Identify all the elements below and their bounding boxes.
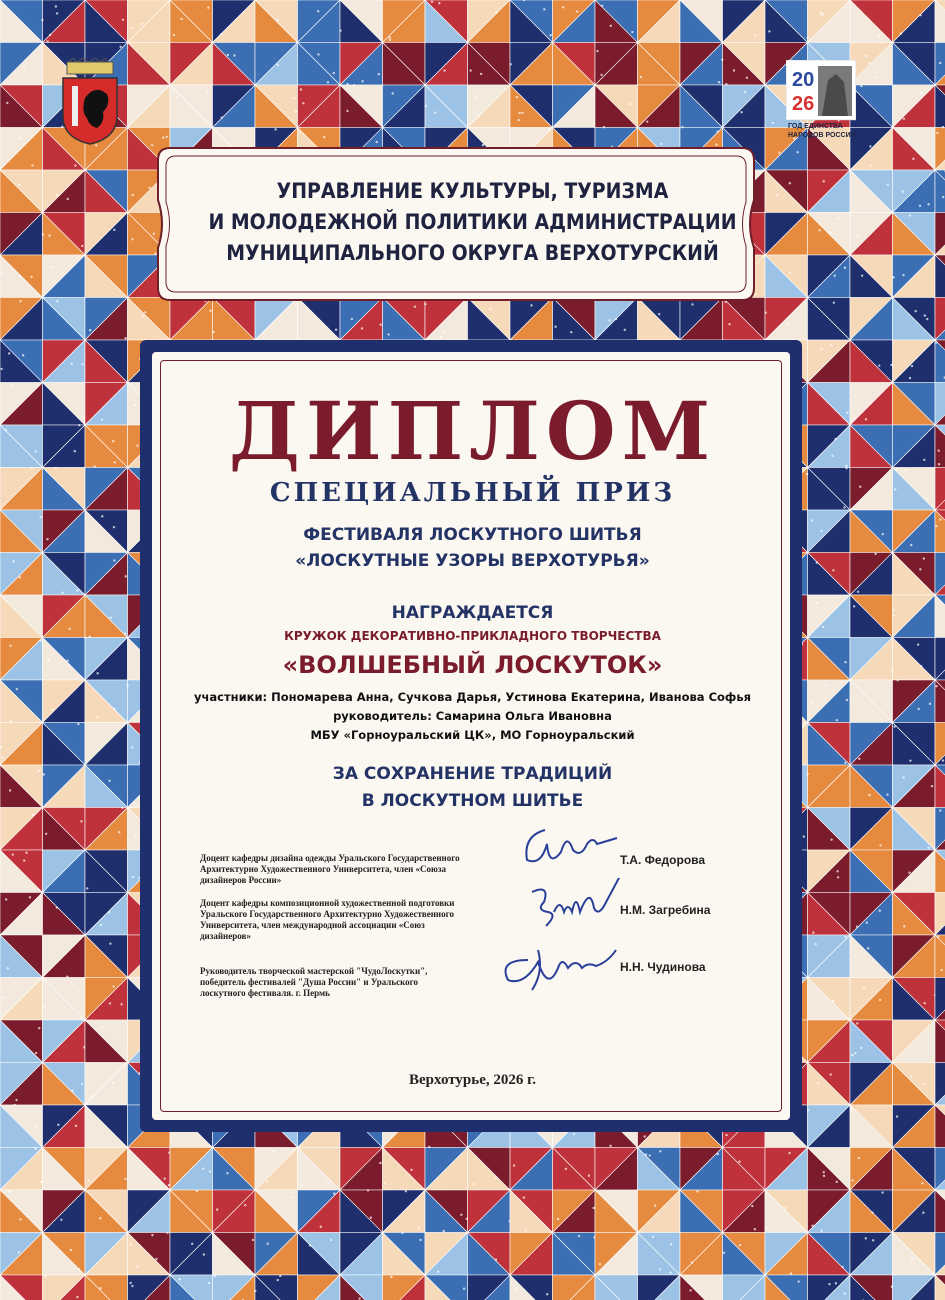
quilt-block (255, 0, 340, 85)
place-date: Верхотурье, 2026 г. (409, 1072, 536, 1088)
quilt-block (595, 1275, 680, 1300)
signatory-3-description: Руководитель творческой мастерской "ЧудоЛоскутки", победитель фестивалей "Душа России" и Уральского лоскутного фестиваля. г. Пермь (200, 966, 428, 998)
logo-caption-2: НАРОДОВ РОССИИ (788, 132, 856, 138)
quilt-block (935, 1105, 945, 1190)
quilt-block (850, 1105, 935, 1190)
header-line-2: И МОЛОДЕЖНОЙ ПОЛИТИКИ АДМИНИСТРАЦИИ (208, 210, 737, 234)
quilt-block (764, 1190, 850, 1275)
reason-line-1: ЗА СОХРАНЕНИЕ ТРАДИЦИЙ (332, 764, 613, 784)
quilt-block (425, 1190, 511, 1275)
coat-of-arms-emblem (55, 58, 125, 146)
quilt-block (85, 1275, 170, 1300)
quilt-block (935, 85, 945, 170)
year-of-unity-logo (786, 60, 856, 138)
quilt-block (935, 0, 945, 85)
quilt-block (595, 1190, 680, 1275)
quilt-block (425, 0, 510, 85)
reason-line-2: В ЛОСКУТНОМ ШИТЬЕ (361, 791, 584, 811)
quilt-block (0, 850, 85, 935)
header-line-1: УПРАВЛЕНИЕ КУЛЬТУРЫ, ТУРИЗМА (276, 179, 669, 203)
quilt-block (935, 1190, 945, 1275)
logo-caption-1: ГОД ЕДИНСТВА (788, 123, 843, 130)
quilt-block (850, 1020, 935, 1105)
awarded-label: НАГРАЖДАЕТСЯ (391, 603, 554, 623)
quilt-block (850, 85, 935, 170)
diploma-subtitle: СПЕЦИАЛЬНЫЙ ПРИЗ (269, 478, 676, 508)
quilt-block (0, 1190, 85, 1275)
signatory-1-description: Доцент кафедры дизайна одежды Уральского Государственного Архитектурно Художественного Университета, член «Союза дизайнеров России» (200, 853, 460, 885)
signatory-1-name: Т.А. Федорова (620, 853, 706, 867)
quilt-block (850, 1190, 935, 1275)
diploma-title: ДИПЛОМ (228, 384, 717, 478)
quilt-block (254, 1275, 340, 1300)
quilt-block (680, 1190, 765, 1275)
quilt-block (935, 1019, 945, 1105)
quilt-block (339, 0, 425, 85)
quilt-block (425, 1275, 510, 1300)
group-type: КРУЖОК ДЕКОРАТИВНО-ПРИКЛАДНОГО ТВОРЧЕСТВА (284, 629, 661, 643)
year-top-text: 20 (792, 69, 815, 91)
quilt-block (170, 1190, 255, 1275)
quilt-block (170, 0, 255, 85)
quilt-block (0, 1275, 85, 1300)
signature-1 (515, 818, 625, 878)
quilt-block (680, 1275, 765, 1300)
quilt-block (510, 0, 595, 85)
leader: руководитель: Самарина Ольга Ивановна (333, 709, 612, 723)
signatory-2-name: Н.М. Загребина (620, 903, 711, 917)
festival-line-1: ФЕСТИВАЛЯ ЛОСКУТНОГО ШИТЬЯ (303, 525, 642, 545)
quilt-block (849, 1275, 935, 1300)
quilt-block (850, 0, 935, 85)
quilt-block (595, 0, 680, 85)
signatory-2-description: Доцент кафедры композиционной художественной подготовки Уральского Государственного Архитектурно Художественного Университета, член международной ассоциации «Союз дизайнеров» (200, 898, 455, 941)
quilt-block (510, 1190, 596, 1275)
signature-2 (520, 878, 630, 938)
quilt-block (764, 1275, 850, 1300)
quilt-block (0, 1020, 86, 1105)
quilt-block (935, 1275, 945, 1300)
quilt-block (935, 935, 945, 1020)
group-name: «ВОЛШЕБНЫЙ ЛОСКУТОК» (282, 651, 663, 679)
header-line-3: МУНИЦИПАЛЬНОГО ОКРУГА ВЕРХОТУРСКИЙ (226, 241, 719, 265)
quilt-block (85, 1190, 170, 1275)
quilt-block (339, 1275, 425, 1300)
year-bottom-text: 26 (792, 93, 815, 115)
quilt-block (680, 0, 765, 85)
quilt-block (340, 1189, 425, 1275)
festival-line-2: «ЛОСКУТНЫЕ УЗОРЫ ВЕРХОТУРЬЯ» (295, 551, 650, 571)
quilt-block (510, 1275, 595, 1300)
participants: участники: Пономарева Анна, Сучкова Дарья, Устинова Екатерина, Иванова Софья (194, 690, 751, 704)
quilt-block (170, 1275, 255, 1300)
quilt-block (255, 1190, 340, 1275)
quilt-block (935, 850, 945, 935)
quilt-block (850, 850, 935, 935)
institution: МБУ «Горноуральский ЦК», МО Горноуральский (310, 728, 635, 742)
quilt-block (0, 935, 85, 1020)
signature-3 (498, 930, 628, 1000)
quilt-block (0, 1104, 85, 1190)
quilt-block (850, 935, 936, 1020)
signatory-3-name: Н.Н. Чудинова (620, 960, 706, 974)
